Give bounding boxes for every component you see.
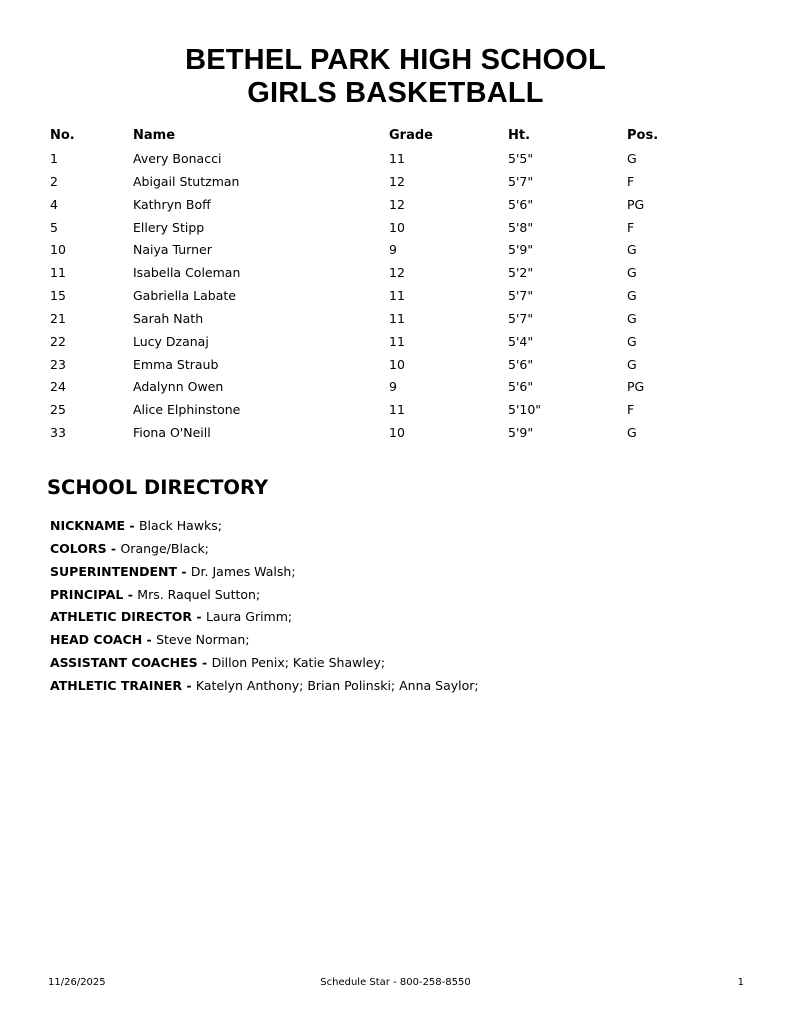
player-height: 5'5" <box>508 151 534 166</box>
player-grade: 12 <box>389 173 405 189</box>
directory-label: NICKNAME - <box>50 518 139 533</box>
directory-entry <box>50 655 479 678</box>
player-position: F <box>627 219 635 235</box>
column-header-position: Pos. <box>627 128 659 143</box>
directory-title: SCHOOL DIRECTORY <box>47 476 269 499</box>
directory-label: PRINCIPAL - <box>50 586 138 602</box>
table-row <box>0 402 791 425</box>
player-grade: 9 <box>389 379 397 395</box>
player-number: 11 <box>50 265 66 281</box>
table-row <box>0 242 791 265</box>
table-row <box>0 220 791 243</box>
player-height: 5'6" <box>508 379 534 395</box>
player-position: G <box>627 310 637 326</box>
player-grade: 11 <box>389 310 405 326</box>
footer-page-number: 1 <box>737 977 744 988</box>
directory-value: Steve Norman; <box>156 632 250 648</box>
directory-value: Orange/Black; <box>120 540 209 556</box>
player-number: 21 <box>50 310 66 326</box>
player-name: Ellery Stipp <box>133 219 205 235</box>
directory-label: ATHLETIC DIRECTOR - <box>50 609 206 625</box>
directory-value: Mrs. Raquel Sutton; <box>137 586 261 602</box>
directory-label: ASSISTANT COACHES - <box>50 655 212 671</box>
directory-entry <box>50 541 479 564</box>
player-number: 23 <box>50 356 66 372</box>
directory-entry <box>50 678 479 701</box>
player-position: PG <box>627 379 645 395</box>
table-row <box>0 174 791 197</box>
directory-value: Dr. James Walsh; <box>190 563 296 579</box>
column-header-no: No. <box>50 128 75 143</box>
player-number: 24 <box>50 379 66 395</box>
player-name: Sarah Nath <box>133 310 204 326</box>
player-name: Naiya Turner <box>133 242 212 258</box>
column-header-name: Name <box>133 128 176 143</box>
directory-entry <box>50 632 479 655</box>
player-height: 5'9" <box>508 242 534 258</box>
player-name: Kathryn Boff <box>133 196 211 212</box>
player-number: 1 <box>50 151 58 166</box>
table-row <box>0 425 791 448</box>
player-position: PG <box>627 196 645 212</box>
directory-entry <box>50 609 479 632</box>
directory-value: Black Hawks; <box>138 518 223 533</box>
player-name: Abigail Stutzman <box>133 173 240 189</box>
player-grade: 12 <box>389 265 405 281</box>
player-number: 5 <box>50 219 58 235</box>
player-grade: 11 <box>389 288 405 304</box>
table-row <box>0 311 791 334</box>
player-number: 22 <box>50 333 66 349</box>
player-height: 5'7" <box>508 173 534 189</box>
player-height: 5'6" <box>508 356 534 372</box>
player-height: 5'7" <box>508 288 534 304</box>
player-number: 33 <box>50 425 66 441</box>
player-name: Emma Straub <box>133 356 219 372</box>
player-name: Alice Elphinstone <box>133 402 241 418</box>
player-number: 4 <box>50 196 58 212</box>
player-position: G <box>627 151 637 166</box>
directory-entry <box>50 518 479 541</box>
player-height: 5'6" <box>508 196 534 212</box>
directory-label: HEAD COACH - <box>50 632 157 648</box>
directory-entry <box>50 587 479 610</box>
player-position: G <box>627 356 637 372</box>
player-position: G <box>627 242 637 258</box>
footer-publisher: Schedule Star - 800-258-8550 <box>320 977 471 988</box>
player-height: 5'4" <box>508 333 534 349</box>
directory-label: COLORS - <box>50 540 121 556</box>
player-grade: 9 <box>389 242 397 258</box>
player-grade: 10 <box>389 356 405 372</box>
player-number: 2 <box>50 173 58 189</box>
player-number: 10 <box>50 242 66 258</box>
player-position: F <box>627 402 635 418</box>
player-name: Lucy Dzanaj <box>133 333 209 349</box>
player-grade: 12 <box>389 196 405 212</box>
table-row <box>0 151 791 174</box>
player-grade: 11 <box>389 402 405 418</box>
footer-date: 11/26/2025 <box>48 977 106 988</box>
table-row <box>0 379 791 402</box>
player-name: Gabriella Labate <box>133 288 236 304</box>
player-name: Isabella Coleman <box>133 265 241 281</box>
player-position: G <box>627 265 637 281</box>
directory-value: Dillon Penix; Katie Shawley; <box>211 655 386 671</box>
table-row <box>0 265 791 288</box>
player-name: Fiona O'Neill <box>133 425 211 441</box>
player-position: F <box>627 173 635 189</box>
page-title-school: BETHEL PARK HIGH SCHOOL <box>185 44 606 76</box>
player-height: 5'7" <box>508 310 534 326</box>
player-height: 5'2" <box>508 265 534 281</box>
player-position: G <box>627 333 637 349</box>
player-grade: 11 <box>389 333 405 349</box>
player-position: G <box>627 425 637 441</box>
player-height: 5'9" <box>508 425 534 441</box>
player-grade: 11 <box>389 151 405 166</box>
table-row <box>0 197 791 220</box>
directory-value: Laura Grimm; <box>205 609 293 625</box>
table-row <box>0 288 791 311</box>
table-row <box>0 357 791 380</box>
player-grade: 10 <box>389 425 405 441</box>
player-number: 15 <box>50 288 66 304</box>
table-row <box>0 334 791 357</box>
roster-table <box>0 128 791 448</box>
player-height: 5'10" <box>508 402 542 418</box>
roster-body <box>0 151 791 448</box>
player-number: 25 <box>50 402 66 418</box>
player-name: Avery Bonacci <box>133 151 222 166</box>
directory-label: SUPERINTENDENT - <box>50 563 191 579</box>
directory-value: Katelyn Anthony; Brian Polinski; Anna Saylor; <box>195 677 479 693</box>
roster-header-row <box>0 128 791 151</box>
directory-label: ATHLETIC TRAINER - <box>50 677 196 693</box>
column-header-grade: Grade <box>389 128 433 143</box>
page-title-sport: GIRLS BASKETBALL <box>247 77 544 109</box>
player-height: 5'8" <box>508 219 534 235</box>
directory-list <box>50 518 479 701</box>
column-header-height: Ht. <box>508 128 531 143</box>
player-name: Adalynn Owen <box>133 379 224 395</box>
directory-entry <box>50 564 479 587</box>
player-position: G <box>627 288 637 304</box>
player-grade: 10 <box>389 219 405 235</box>
